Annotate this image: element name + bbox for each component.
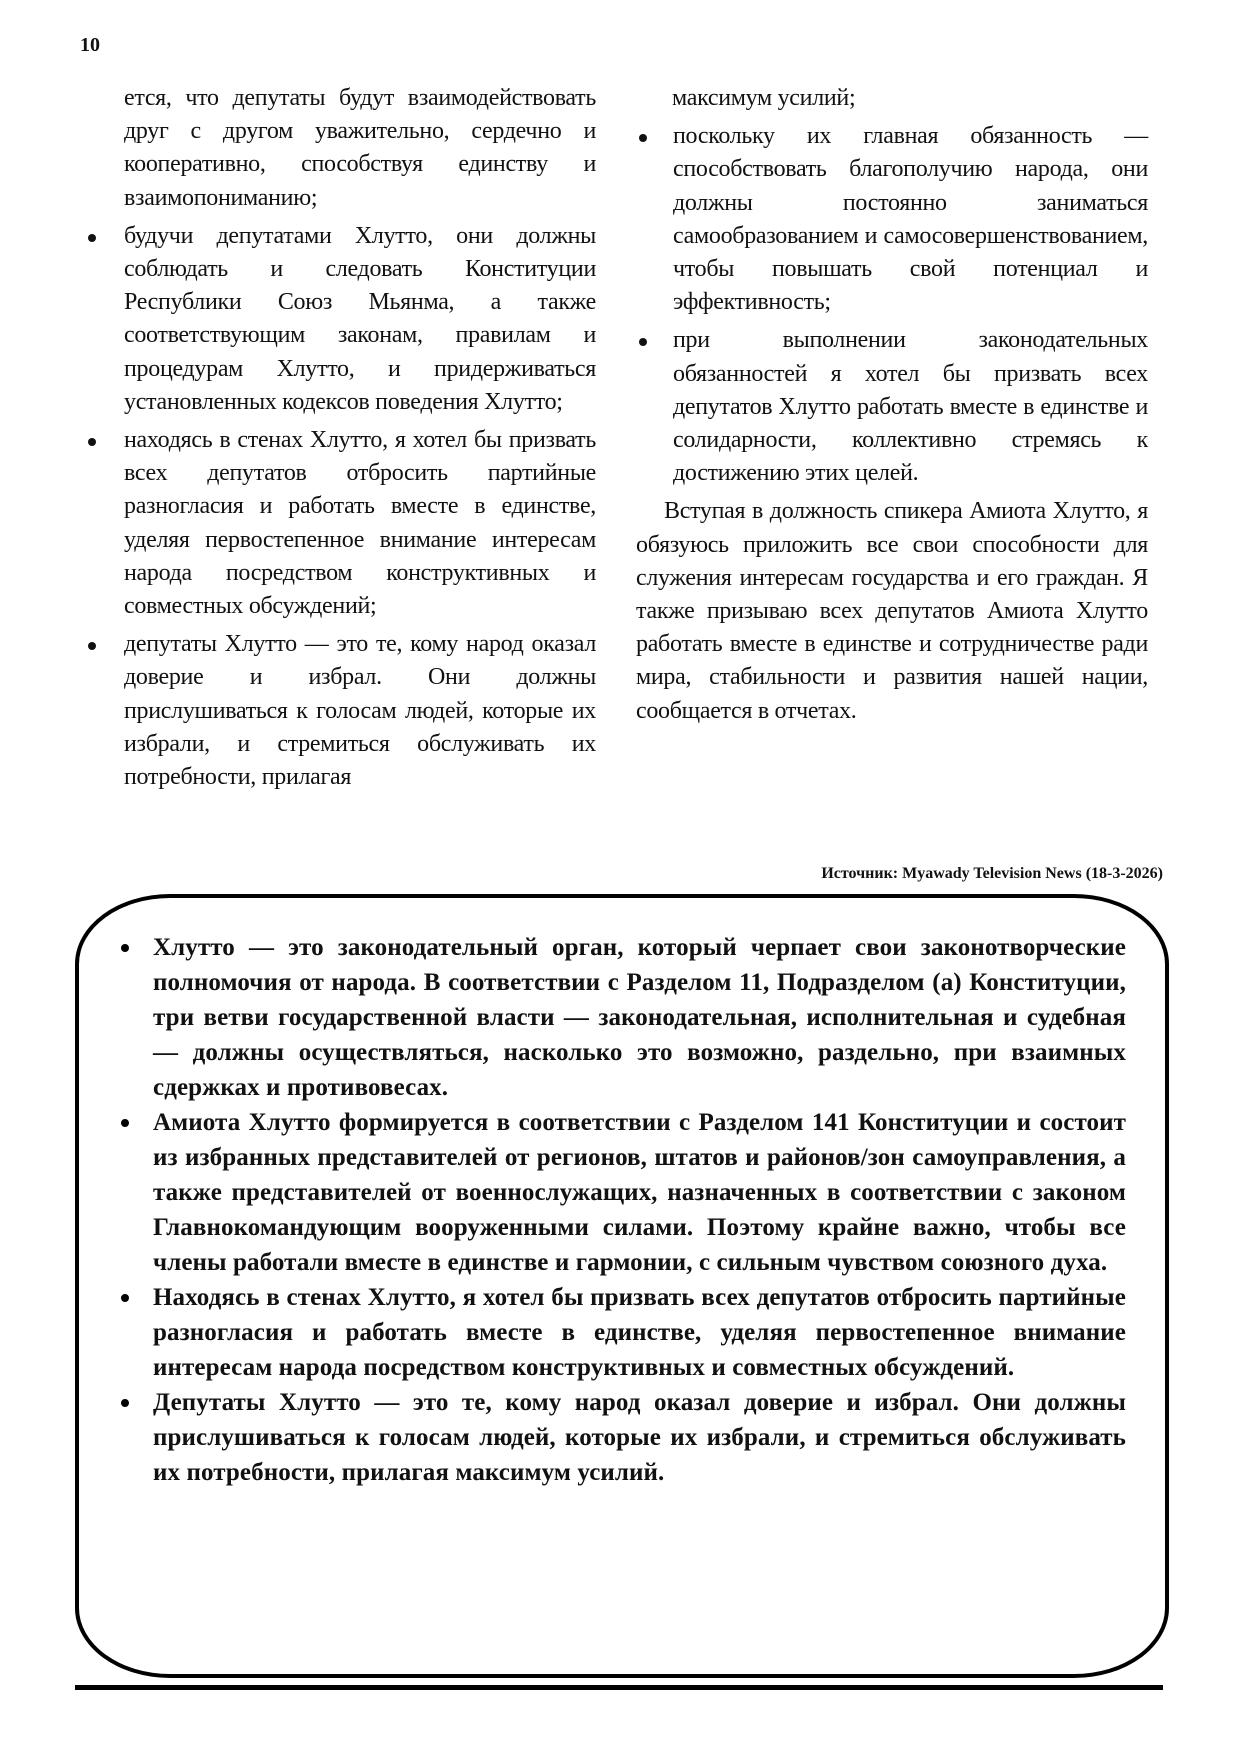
list-item: [636, 120, 1148, 319]
bullet-icon: [88, 234, 96, 242]
right-column: [636, 82, 1148, 728]
highlight-list-item: [121, 930, 1126, 1105]
bullet-icon: [121, 944, 129, 952]
list-item-continuation: [88, 82, 596, 215]
right-bullet-list: [636, 82, 1148, 490]
highlight-item-text: Хлутто — это законодательный орган, который черпает свои законотворческие полномочия от народа. В соответствии с Разделом 11, Подразделом (а) Конституции, три ветви государственной власти — законодательная, исполнительная и судебная — должны осуществляться, насколько это возможно, раздельно, при взаимных сдержках и противовесах.: [153, 934, 1126, 1101]
highlight-item-text: Находясь в стенах Хлутто, я хотел бы призвать всех депутатов отбросить партийные разногласия и работать вместе в единстве, уделяя первостепенное внимание интересам народа посредством конструктивных и совместных обсуждений.: [153, 1284, 1126, 1381]
list-item-text: поскольку их главная обязанность — способствовать благополучию народа, они должны постоянно заниматься самообразованием и самосовершенствованием, чтобы повышать свой потенциал и эффективность;: [673, 123, 1148, 316]
list-item-text: ется, что депутаты будут взаимодействовать друг с другом уважительно, сердечно и кооперативно, способствуя единству и взаимопониманию;: [124, 85, 596, 211]
bullet-icon: [121, 1119, 129, 1127]
list-item-text: при выполнении законодательных обязанностей я хотел бы призвать всех депутатов Хлутто работать вместе в единстве и солидарности, коллективно стремясь к достижению этих целей.: [673, 327, 1148, 487]
bullet-icon: [639, 338, 647, 346]
bottom-divider: [75, 1685, 1163, 1690]
list-item-text: будучи депутатами Хлутто, они должны соблюдать и следовать Конституции Республики Союз Мьянма, а также соответствующим законам, правилам и процедурам Хлутто, и придерживаться установленных кодексов поведения Хлутто;: [124, 222, 596, 415]
list-item: [88, 424, 596, 623]
bullet-icon: [121, 1294, 129, 1302]
highlight-item-text: Депутаты Хлутто — это те, кому народ оказал доверие и избрал. Они должны прислушиваться к голосам людей, которые их избрали, и стремиться обслуживать их потребности, прилагая максимум усилий.: [153, 1389, 1126, 1486]
list-item-text: находясь в стенах Хлутто, я хотел бы призвать всех депутатов отбросить партийные разногласия и работать вместе в единстве, уделяя первостепенное внимание интересам народа посредством конструктивных и совместных обсуждений;: [124, 427, 596, 620]
list-item: [88, 628, 596, 794]
left-bullet-list: [88, 82, 596, 794]
list-item: [636, 324, 1148, 490]
list-item-text: депутаты Хлутто — это те, кому народ оказал доверие и избрал. Они должны прислушиваться к голосам людей, которые их избрали, и стремиться обслуживать их потребности, прилагая: [124, 631, 596, 791]
list-item: [88, 220, 596, 419]
bullet-icon: [639, 134, 647, 142]
bullet-icon: [88, 642, 96, 650]
source-citation: Источник: Myawady Television News (18-3-2026): [821, 865, 1163, 882]
highlight-list-item: [121, 1280, 1126, 1385]
list-item-continuation: [636, 82, 1148, 115]
highlight-list-item: [121, 1105, 1126, 1280]
left-column: [88, 82, 596, 799]
closing-paragraph: Вступая в должность спикера Амиота Хлутто, я обязуюсь приложить все свои способности для служения интересам государства и его граждан. Я также призываю всех депутатов Амиота Хлутто работать вместе в единстве и сотрудничестве ради мира, стабильности и развития нашей нации, сообщается в отчетах.: [636, 498, 1148, 724]
highlight-list-item: [121, 1385, 1126, 1490]
list-item-text: максимум усилий;: [672, 85, 856, 111]
page-number: 10: [80, 34, 100, 56]
bullet-icon: [88, 438, 96, 446]
bullet-icon: [121, 1399, 129, 1407]
highlight-box: [75, 894, 1169, 1678]
highlight-bullet-list: [121, 930, 1126, 1490]
highlight-item-text: Амиота Хлутто формируется в соответствии с Разделом 141 Конституции и состоит из избранных представителей от регионов, штатов и районов/зон самоуправления, а также представителей от военнослужащих, назначенных в соответствии с законом Главнокомандующим вооруженными силами. Поэтому крайне важно, чтобы все члены работали вместе в единстве и гармонии, с сильным чувством союзного духа.: [153, 1109, 1126, 1276]
